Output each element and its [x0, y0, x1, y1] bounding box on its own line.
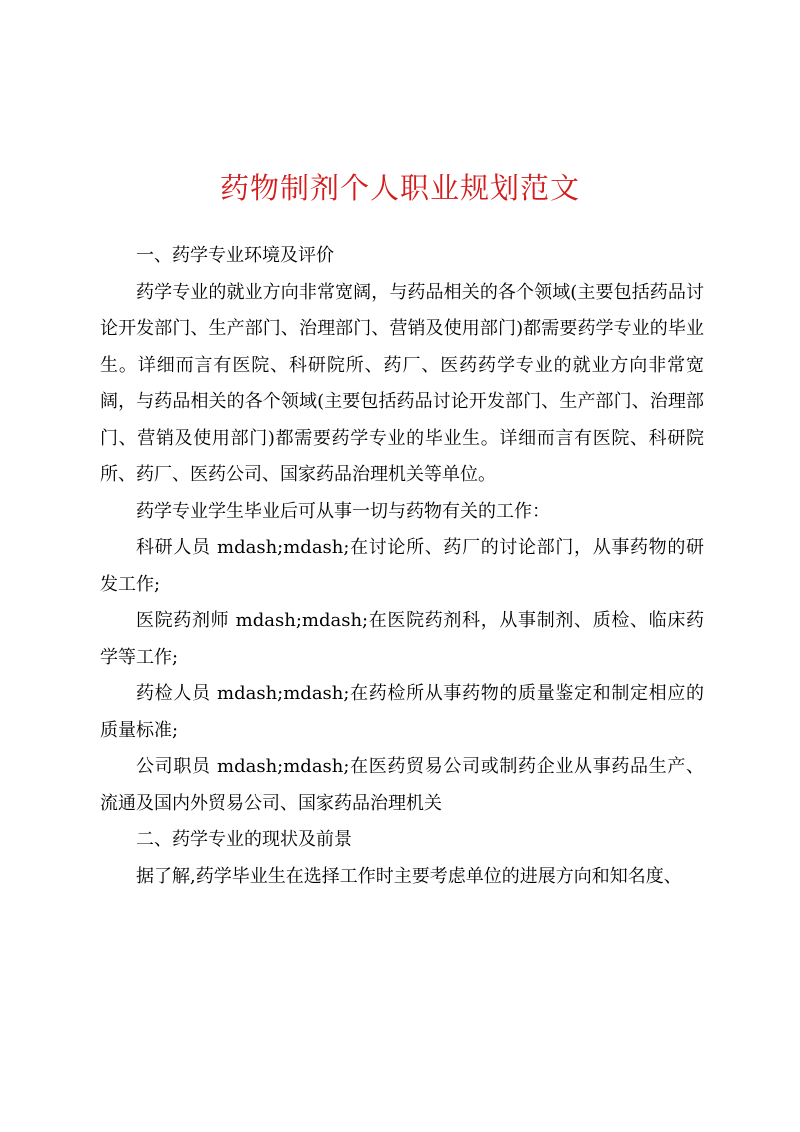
document-title: 药物制剂个人职业规划范文 — [219, 171, 580, 205]
paragraph: 药检人员 mdash;mdash;在药检所从事药物的质量鉴定和制定相应的质量标准; — [100, 683, 704, 741]
paragraph: 公司职员 mdash;mdash;在医药贸易公司或制药企业从事药品生产、流通及国内外贸易公司、国家药品治理机关 — [100, 756, 704, 814]
paragraph: 科研人员 mdash;mdash;在讨论所、药厂的讨论部门，从事药物的研发工作; — [100, 537, 704, 595]
section-heading: 一、药学专业环境及评价 — [136, 245, 334, 266]
paragraph: 据了解,药学毕业生在选择工作时主要考虑单位的进展方向和知名度、 — [136, 865, 682, 887]
section-heading: 二、药学专业的现状及前景 — [136, 829, 352, 850]
paragraph: 药学专业学生毕业后可从事一切与药物有关的工作： — [136, 500, 550, 522]
paragraph: 药学专业的就业方向非常宽阔，与药品相关的各个领域(主要包括药品讨论开发部门、生产部门、治理部门、营销及使用部门)都需要药学专业的毕业生。详细而言有医院、科研院所、药厂、医药药学专业的就业方向非常宽阔，与药品相关的各个领域(主要包括药品讨论开发部门、生产部门、治理部门、营销及使用部门)都需要药学专业的毕业生。详细而言有医院、科研院所、药厂、医药公司、国家药品治理机关等单位。 — [100, 281, 704, 485]
paragraph: 医院药剂师 mdash;mdash;在医院药剂科，从事制剂、质检、临床药学等工作; — [100, 610, 704, 668]
document-body — [100, 238, 704, 895]
